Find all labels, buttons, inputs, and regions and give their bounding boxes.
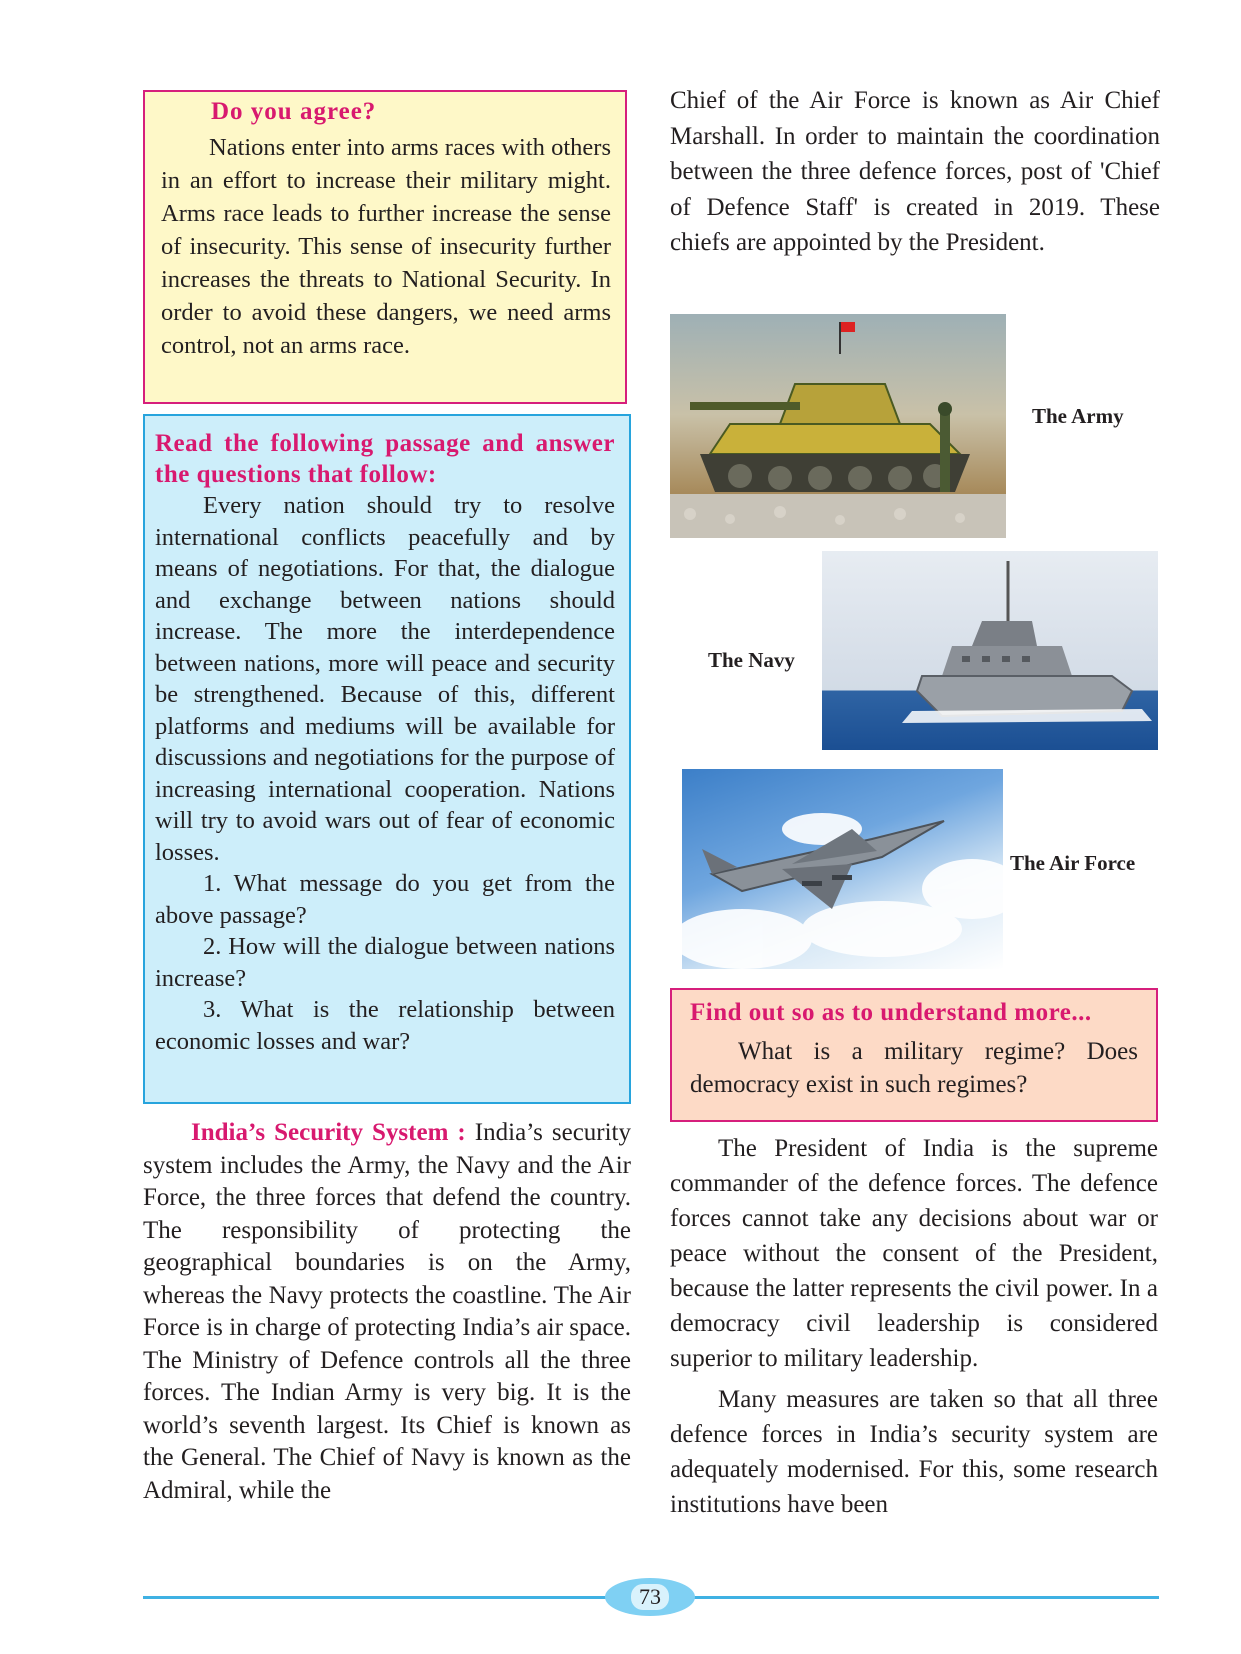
security-system-text: India’s security system includes the Army, the Navy and the Air Force, the three forces that defend the country. The responsibility of protecting the geographical boundaries is on the Army, whereas the Navy protects the coastline. The Air Force is in charge of protecting India’s air space. The Ministry of Defence controls all the three forces. The Indian Army is very big. It is the world’s seventh largest. Its Chief is known as the General. The Chief of Navy is known as the Admiral, while the [143,1119,632,1504]
navy-ship-image [822,551,1158,750]
air-chief-paragraph: Chief of the Air Force is known as Air Chief Marshall. In order to maintain the coordination between the three defence forces, post of 'Chief of Defence Staff' is created in 2019. These chiefs are appointed by the President. [670,87,1160,256]
modernisation-paragraph: Many measures are taken so that all three defence forces in India’s security system are adequately modernised. For this, some research institutions have been [670,1386,1158,1518]
read-passage-title: Read the following passage and answer the questions that follow: [155,430,615,488]
do-you-agree-text: Nations enter into arms races with others in an effort to increase their military might. Arms race leads to further increase the sense of insecurity. This sense of insecurity further increases the threats to National Security. In order to avoid these dangers, we need arms control, not an arms race. [161,134,611,359]
air-force-caption: The Air Force [1010,851,1136,875]
page-number-badge [605,1578,695,1616]
do-you-agree-box [143,90,627,404]
question-1: 1. What message do you get from the above passage? [155,870,615,929]
do-you-agree-title: Do you agree? [211,98,377,125]
page-number: 73 [631,1584,669,1610]
read-passage-box [143,414,631,1104]
president-paragraph: The President of India is the supreme commander of the defence forces. The defence forces cannot take any decisions about war or peace without the consent of the President, because the latter represents the civil power. In a democracy civil leadership is considered superior to military leadership. [670,1135,1158,1372]
find-out-title: Find out so as to understand more... [690,999,1092,1026]
air-force-jet-image [682,769,1003,969]
passage-text: Every nation should try to resolve international conflicts peacefully and by means of negotiations. For that, the dialogue and exchange between nations should increase. The more the interdependence between nations, more will peace and security be strengthened. Because of this, different platforms and mediums will be available for discussions and negotiations for the purpose of increasing international cooperation. Nations will try to avoid wars out of fear of economic losses. [155,492,615,866]
president-section [670,1131,1158,1522]
question-3: 3. What is the relationship between economic losses and war? [155,996,615,1055]
army-tank-image [670,314,1006,538]
find-out-box [670,988,1158,1122]
security-system-heading: India’s Security System : [191,1119,466,1146]
navy-caption: The Navy [708,648,795,672]
question-2: 2. How will the dialogue between nations increase? [155,933,615,992]
security-system-section [143,1117,631,1507]
army-caption: The Army [1032,404,1124,428]
find-out-text: What is a military regime? Does democracy exist in such regimes? [690,1038,1138,1098]
